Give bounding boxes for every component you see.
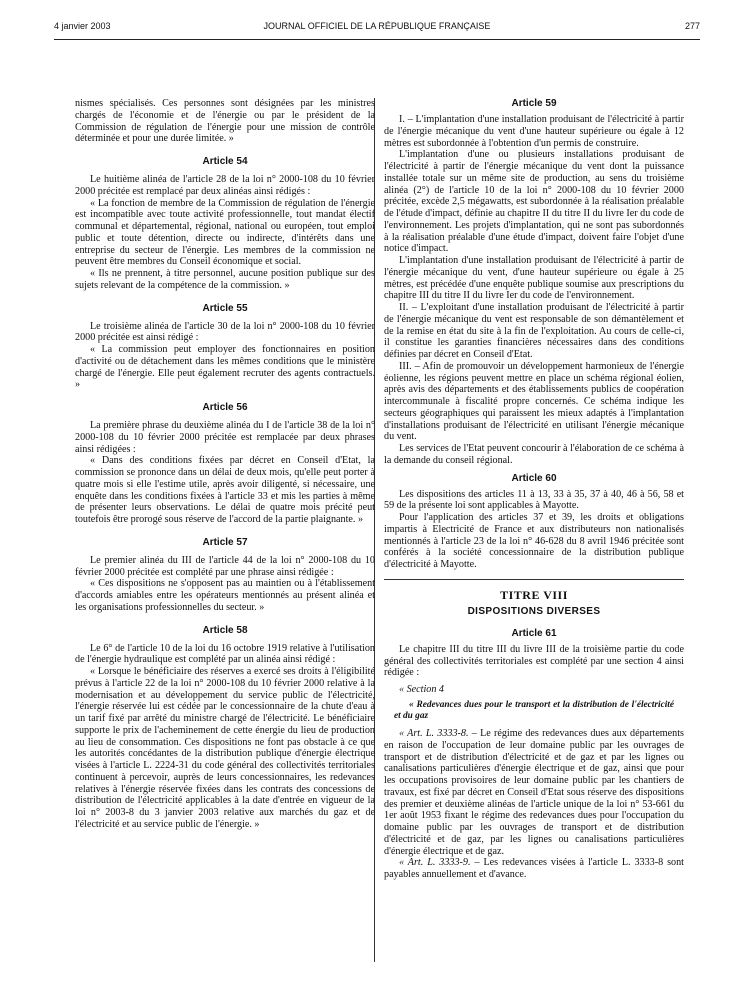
paragraph: « La fonction de membre de la Commission de régulation de l'énergie est incompatible avec toute activité professionnelle, tout mandat électif communal et départemental, régional, national ou européen, tout emploi public et toute détention, directe ou indirecte, d'intérêts dans une entreprise du secteur de l'énergie. Les membres de la commission ne peuvent être membres du Conseil économique et social. [75,197,375,268]
article-60-title: Article 60 [511,472,557,484]
paragraph: « Ces dispositions ne s'opposent pas au maintien ou à l'établissement d'accords amiables entre les opérateurs mentionnés au présent alinéa et les organisations professionnelles du secteur. » [75,578,375,613]
article-reference: « Art. L. 3333-8. [399,728,469,739]
header-journal-title: JOURNAL OFFICIEL DE LA RÉPUBLIQUE FRANÇAISE [263,21,491,31]
article-54-title: Article 54 [202,156,248,167]
paragraph: « La commission peut employer des fonctionnaires en position d'activité ou de détachement dans les mêmes conditions que le ministère chargé de l'énergie. Elle peut également recruter des agents contractuels. » [75,344,375,391]
paragraph-text: – Les redevances visées à l'article L. 3333-8 sont payables annuellement et d'avance. [384,857,684,880]
paragraph: Pour l'application des articles 37 et 39, les droits et obligations impartis à Electricité de France et aux distributeurs non nationalisés mentionnés à l'article 23 de la loi n° 46-628 du 8 avril 1946 précitée sont conférés à la société concessionnaire de la distribution publique d'électricité à Mayotte. [384,512,684,570]
titre-heading: TITRE VIII [384,579,684,602]
paragraph: L'implantation d'une ou plusieurs installations produisant de l'électricité à partir de l'énergie mécanique du vent dont la puissance installée totale sur un même site de production, au sens du troisième alinéa (2°) de l'article 10 de la loi n° 2000-108 du 10 février 2000 précitée, excède 2,5 mégawatts, est subordonnée à la réalisation préalable de l'étude d'impact, définie au chapitre II du titre II du livre Ier du code de l'environnement. Les projets d'implantation, qui ne sont pas subordonnés à la réalisation préalable d'une étude d'impact, doivent faire l'objet d'une notice d'impact. [384,149,684,255]
paragraph: Les dispositions des articles 11 à 13, 33 à 35, 37 à 40, 46 à 56, 58 et 59 de la présente loi sont applicables à Mayotte. [384,488,684,512]
paragraph: II. – L'exploitant d'une installation produisant de l'électricité à partir de l'énergie mécanique du vent est responsable de son démantèlement et de la remise en état du site à la fin de l'exploitation. Au cours de celle-ci, il constitue les garanties financières nécessaires dans des conditions définies par décret en Conseil d'Etat. [384,302,684,360]
paragraph: Le chapitre III du titre III du livre III de la troisième partie du code général des collectivités territoriales est complété par une section 4 ainsi rédigée : [384,643,684,679]
paragraph: L'implantation d'une installation produisant de l'électricité à partir de l'énergie mécanique du vent, d'une hauteur supérieure ou égale à 25 mètres, est précédée d'une enquête publique soumise aux prescriptions du chapitre III du titre II du livre Ier du code de l'environnement. [384,255,684,302]
article-61-title: Article 61 [511,627,557,639]
paragraph: nismes spécialisés. Ces personnes sont désignées par les ministres chargés de l'économie et de l'énergie ou par le président de la Commission de régulation de l'énergie pour une mission de contrôle déterminée et pour une durée limitée. » [75,98,375,145]
section-title: « Section 4 [399,684,444,695]
paragraph: Le troisième alinéa de l'article 30 de la loi n° 2000-108 du 10 février 2000 précitée est ainsi rédigé : [75,320,375,344]
page-header [54,19,700,40]
paragraph: III. – Afin de promouvoir un développement harmonieux de l'énergie éolienne, les régions peuvent mettre en place un schéma régional éolien, après avis des départements et des établissements publics de coopération intercommunale à fiscalité propre concernés. Ce schéma indique les secteurs géographiques qui paraissent les mieux adaptés à l'implantation d'installations produisant de l'électricité en utilisant l'énergie mécanique du vent. [384,360,684,443]
article-58-title: Article 58 [202,624,248,636]
article-55-title: Article 55 [202,302,248,314]
article-57-title: Article 57 [202,536,248,548]
paragraph-text: – Le régime des redevances dues aux départements en raison de l'occupation de leur domaine public par les ouvrages de transport et de distribution d'électricité et de gaz et par les lignes ou canalisations particulières d'énergie électrique et de gaz, ainsi que pour les occupations provisoires de leur domaine public par les chantiers de travaux, est fixé par décret en Conseil d'Etat sous réserve des dispositions des premier et deuxième alinéas de l'article unique de la loi n° 53-661 du 1er août 1953 fixant le régime des redevances dues pour l'occupation du domaine public par les ouvrages de transport et de distribution d'électricité et de gaz, par les lignes ou canalisations particulières d'énergie électrique et de gaz. [384,728,684,857]
header-page-number: 277 [684,21,700,31]
article-56-title: Article 56 [202,402,248,413]
titre-subheading: DISPOSITIONS DIVERSES [467,605,601,617]
header-date: 4 janvier 2003 [54,21,111,31]
paragraph: « Dans des conditions fixées par décret en Conseil d'Etat, la commission se prononce dans un délai de deux mois, qu'elle peut porter à quatre mois si elle l'estime utile, après avoir diligenté, si nécessaire, une enquête dans les conditions fixées à l'article 33 et mis les parties à même de présenter leurs observations. Le délai de quatre mois précité peut toutefois être prorogé sous réserve de l'accord de la partie plaignante. » [75,455,375,525]
paragraph: « Lorsque le bénéficiaire des réserves a exercé ses droits à l'éligibilité prévus à l'article 22 de la loi n° 2000-108 du 10 février 2000 relative à la modernisation et au développement du service public de l'électricité, l'énergie réservée lui est cédée par le concessionnaire de la chute d'eau à un tarif fixé par arrêté du ministre chargé de l'électricité. Le bénéficiaire supporte le prix de l'acheminement de cette énergie du lieu de production au lieu de consommation. Ces dispositions ne font pas obstacle à ce que les autorités concédantes de la distribution publique d'énergie électrique visées à l'article L. 2224-31 du code général des collectivités territoriales continuent à percevoir, auprès de leurs concessionnaires, les redevances relatives à l'énergie réservée fixées dans les contrats des concessions de distribution de l'électricité applicables à la date d'entrée en vigueur de la loi n° 2003-8 du 3 janvier 2003 relative aux marchés du gaz et de l'électricité et au service public de l'énergie. » [75,666,375,830]
paragraph [384,728,684,857]
article-59-title: Article 59 [511,98,557,109]
paragraph [384,857,684,881]
article-reference: « Art. L. 3333-9. [399,857,471,869]
paragraph: Les services de l'Etat peuvent concourir à l'élaboration de ce schéma à la demande du conseil régional. [384,443,684,466]
left-column [75,98,375,831]
paragraph: Le premier alinéa du III de l'article 44 de la loi n° 2000-108 du 10 février 2000 précitée est complété par une phrase ainsi rédigée : [75,554,375,578]
paragraph: La première phrase du deuxième alinéa du I de l'article 38 de la loi n° 2000-108 du 10 février 2000 précitée est remplacée par deux phrases ainsi rédigées : [75,420,375,455]
paragraph: I. – L'implantation d'une installation produisant de l'électricité à partir de l'énergie mécanique du vent d'une hauteur supérieure ou égale à 12 mètres est subordonnée à l'obtention d'un permis de construire. [384,114,684,149]
section-subtitle: « Redevances dues pour le transport et la distribution de l'électricité et du gaz [394,700,674,721]
paragraph: « Ils ne prennent, à titre personnel, aucune position publique sur des sujets relevant de la compétence de la commission. » [75,268,375,291]
paragraph: Le huitième alinéa de l'article 28 de la loi n° 2000-108 du 10 février 2000 précitée est remplacé par deux alinéas ainsi rédigés : [75,174,375,197]
right-column [384,98,684,881]
paragraph: Le 6° de l'article 10 de la loi du 16 octobre 1919 relative à l'utilisation de l'énergie hydraulique est complété par un alinéa ainsi rédigé : [75,642,375,666]
